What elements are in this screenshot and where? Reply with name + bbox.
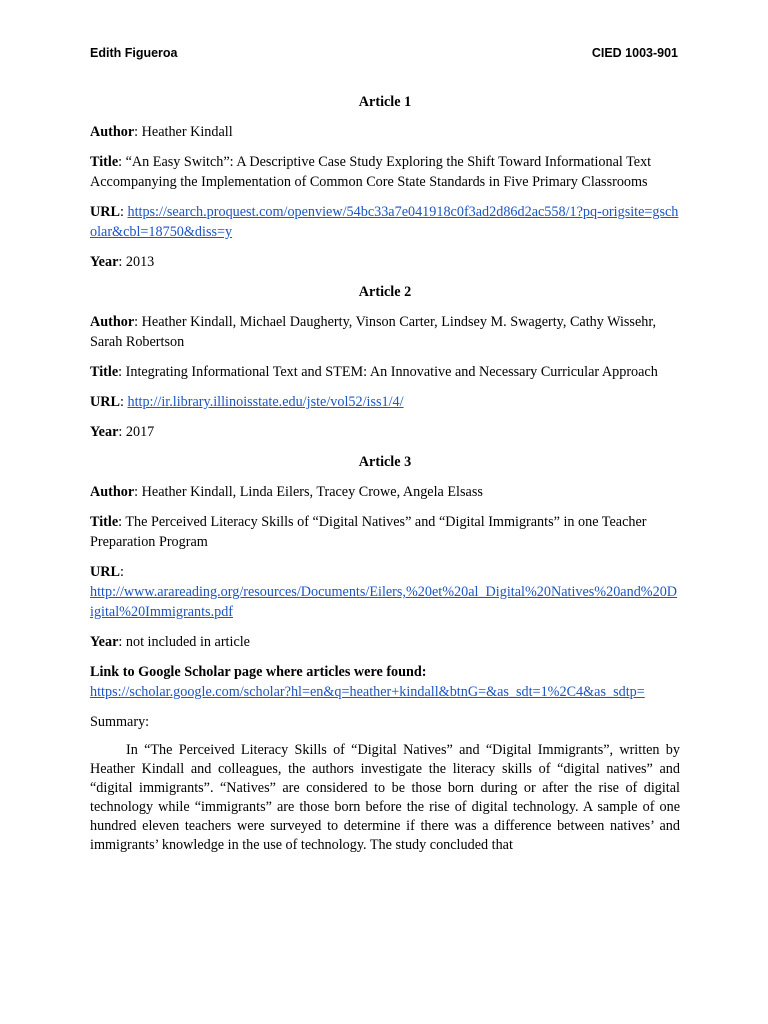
- article-title: Title: “An Easy Switch”: A Descriptive Case Study Exploring the Shift Toward Informational Text Accompanying the Implementation of Common Core State Standards in Five Primary Classrooms: [90, 154, 652, 190]
- summary-paragraph: In “The Perceived Literacy Skills of “Digital Natives” and “Digital Immigrants”, written by Heather Kindall and colleagues, the authors investigate the literacy skills of “digital natives” and “digital immigrants”. “Natives” are considered to be those born during or after the rise of digital technology while “immigrants” are those born before the rise of digital technology. A sample of one hundred eleven teachers were surveyed to determine if there was a difference between natives’ and immigrants’ knowledge in the use of technology. The study concluded that: [90, 742, 680, 853]
- year-value: not included in article: [125, 634, 250, 650]
- article-link[interactable]: http://ir.library.illinoisstate.edu/jste/vol52/iss1/4/: [127, 394, 404, 410]
- author-label: Author: [90, 484, 135, 500]
- title-value: The Perceived Literacy Skills of “Digital Natives” and “Digital Immigrants” in one Teacher Preparation Program: [90, 514, 647, 550]
- page-header: [90, 46, 678, 66]
- article-year: Year: 2017: [90, 424, 155, 440]
- article-year: Year: 2013: [90, 254, 155, 270]
- article-year: Year: not included in article: [90, 634, 250, 650]
- author-value: Heather Kindall, Linda Eilers, Tracey Crowe, Angela Elsass: [141, 484, 483, 500]
- url-label: URL: [90, 564, 120, 580]
- document-body: [90, 92, 680, 855]
- year-label: Year: [90, 424, 119, 440]
- scholar-section: [90, 662, 680, 702]
- article-link[interactable]: http://www.arareading.org/resources/Documents/Eilers,%20et%20al_Digital%20Natives%20and%20Digital%20Immigrants.pdf: [90, 584, 678, 620]
- article-url: URL: http://www.arareading.org/resources/Documents/Eilers,%20et%20al_Digital%20Natives%20and%20Digital%20Immigrants.pdf: [90, 564, 678, 620]
- article-url: URL: http://ir.library.illinoisstate.edu/jste/vol52/iss1/4/: [90, 394, 404, 410]
- article-2: [90, 282, 680, 442]
- article-author: Author: Heather Kindall, Linda Eilers, Tracey Crowe, Angela Elsass: [90, 484, 483, 500]
- year-value: 2013: [125, 254, 155, 270]
- scholar-link[interactable]: https://scholar.google.com/scholar?hl=en&q=heather+kindall&btnG=&as_sdt=1%2C4&as_sdtp=: [90, 684, 645, 700]
- year-label: Year: [90, 254, 119, 270]
- article-heading: Article 2: [358, 284, 412, 300]
- url-label: URL: [90, 394, 120, 410]
- title-value: Integrating Informational Text and STEM: An Innovative and Necessary Curricular Approach: [125, 364, 658, 380]
- article-author: Author: Heather Kindall, Michael Daugherty, Vinson Carter, Lindsey M. Swagerty, Cathy Wissehr, Sarah Robertson: [90, 314, 657, 350]
- article-title: Title: The Perceived Literacy Skills of “Digital Natives” and “Digital Immigrants” in one Teacher Preparation Program: [90, 514, 647, 550]
- year-label: Year: [90, 634, 119, 650]
- article-author: Author: Heather Kindall: [90, 124, 233, 140]
- author-label: Author: [90, 124, 135, 140]
- course-code: CIED 1003-901: [591, 46, 678, 60]
- author-value: Heather Kindall, Michael Daugherty, Vinson Carter, Lindsey M. Swagerty, Cathy Wissehr, Sarah Robertson: [90, 314, 657, 350]
- article-link[interactable]: https://search.proquest.com/openview/54bc33a7e041918c0f3ad2d86d2ac558/1?pq-origsite=gscholar&cbl=18750&diss=y: [90, 204, 679, 240]
- article-url: URL: https://search.proquest.com/openview/54bc33a7e041918c0f3ad2d86d2ac558/1?pq-origsite=gscholar&cbl=18750&diss=y: [90, 204, 679, 240]
- summary-label: Summary:: [90, 714, 150, 730]
- student-name: Edith Figueroa: [90, 46, 178, 60]
- article-3: [90, 452, 680, 652]
- title-value: “An Easy Switch”: A Descriptive Case Study Exploring the Shift Toward Informational Text Accompanying the Implementation of Common Core State Standards in Five Primary Classrooms: [90, 154, 652, 190]
- article-title: Title: Integrating Informational Text and STEM: An Innovative and Necessary Curricular Approach: [90, 364, 658, 380]
- year-value: 2017: [125, 424, 155, 440]
- article-1: [90, 92, 680, 272]
- author-value: Heather Kindall: [141, 124, 233, 140]
- article-heading: Article 3: [358, 454, 412, 470]
- title-label: Title: [90, 364, 119, 380]
- title-label: Title: [90, 154, 119, 170]
- author-label: Author: [90, 314, 135, 330]
- title-label: Title: [90, 514, 119, 530]
- url-label: URL: [90, 204, 120, 220]
- article-heading: Article 1: [358, 94, 412, 110]
- scholar-label: Link to Google Scholar page where articles were found:: [90, 664, 427, 680]
